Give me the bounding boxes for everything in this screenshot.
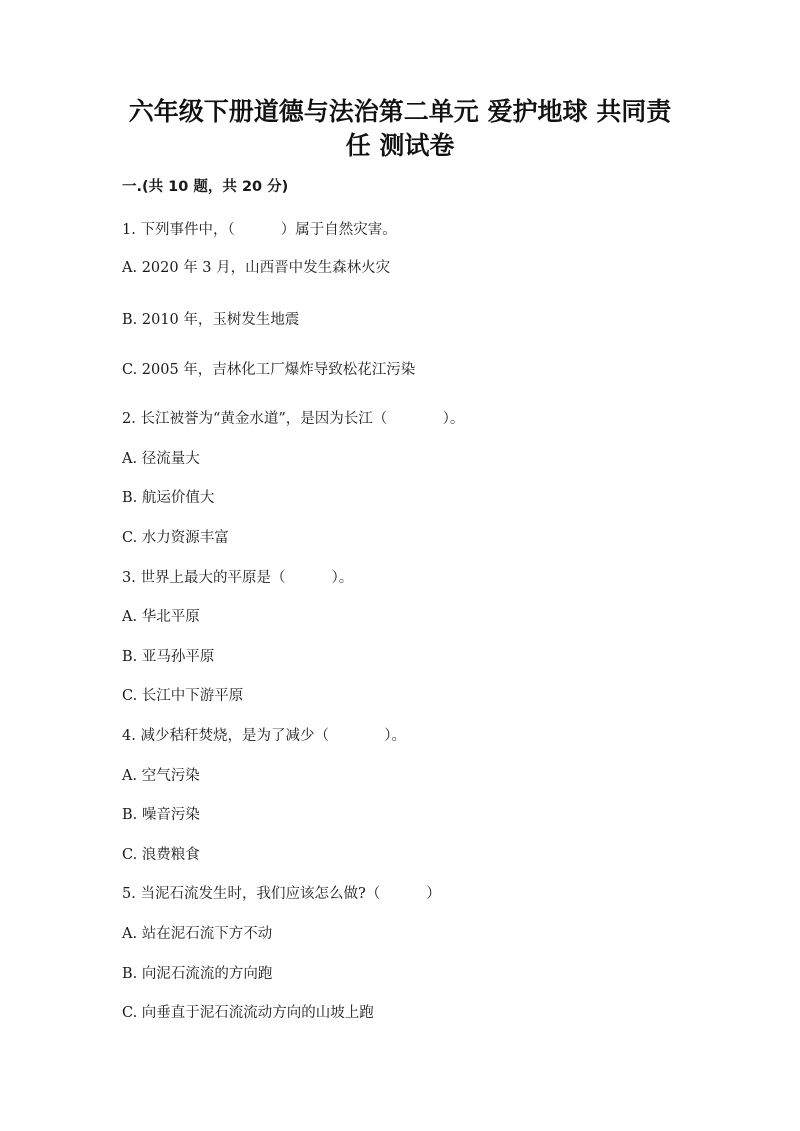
question-4-stem: 4. 减少秸秆焚烧，是为了减少（ ）。 xyxy=(122,728,407,744)
page-title-line-1: 六年级下册道德与法治第二单元 爱护地球 共同责 xyxy=(128,97,672,126)
question-1-option-b: B. 2010 年，玉树发生地震 xyxy=(122,312,300,328)
page-title-line-2: 任 测试卷 xyxy=(345,131,455,160)
question-3-option-c: C. 长江中下游平原 xyxy=(122,688,244,704)
question-5-option-b: B. 向泥石流流的方向跑 xyxy=(122,966,273,982)
question-2-stem: 2. 长江被誉为“黄金水道”，是因为长江（ ）。 xyxy=(122,411,465,427)
question-5-option-a: A. 站在泥石流下方不动 xyxy=(122,926,273,942)
question-1-option-a: A. 2020 年 3 月，山西晋中发生森林火灾 xyxy=(122,260,391,276)
question-3-stem: 3. 世界上最大的平原是（ ）。 xyxy=(122,570,354,586)
question-5-option-c: C. 向垂直于泥石流流动方向的山坡上跑 xyxy=(122,1005,374,1021)
question-2-option-a: A. 径流量大 xyxy=(122,451,200,467)
question-3-option-b: B. 亚马孙平原 xyxy=(122,649,215,665)
question-4-option-c: C. 浪费粮食 xyxy=(122,847,200,863)
question-5-stem: 5. 当泥石流发生时，我们应该怎么做?（ ） xyxy=(122,886,441,902)
question-2-option-c: C. 水力资源丰富 xyxy=(122,530,229,546)
question-3-option-a: A. 华北平原 xyxy=(122,609,200,625)
section-header: 一.(共 10 题，共 20 分) xyxy=(122,179,289,195)
question-2-option-b: B. 航运价值大 xyxy=(122,490,215,506)
question-1-option-c: C. 2005 年，吉林化工厂爆炸导致松花江污染 xyxy=(122,362,416,378)
question-1-stem: 1. 下列事件中，（ ）属于自然灾害。 xyxy=(122,222,397,238)
question-4-option-b: B. 噪音污染 xyxy=(122,807,200,823)
question-4-option-a: A. 空气污染 xyxy=(122,768,200,784)
